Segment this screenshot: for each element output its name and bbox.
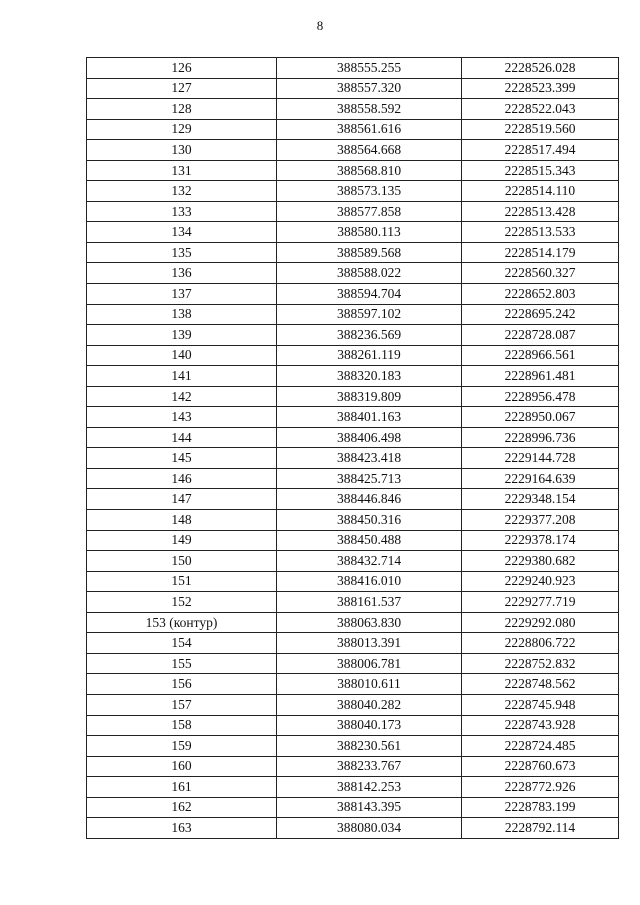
y-coordinate-cell: 2228783.199 xyxy=(462,797,619,818)
table-row xyxy=(87,797,619,818)
point-number-cell: 138 xyxy=(87,304,277,325)
x-coordinate-cell: 388406.498 xyxy=(277,427,462,448)
x-coordinate-cell: 388143.395 xyxy=(277,797,462,818)
table-row xyxy=(87,715,619,736)
point-number-cell: 151 xyxy=(87,571,277,592)
y-coordinate-cell: 2228760.673 xyxy=(462,756,619,777)
point-number-cell: 141 xyxy=(87,366,277,387)
point-number-cell: 136 xyxy=(87,263,277,284)
y-coordinate-cell: 2228745.948 xyxy=(462,694,619,715)
table-row xyxy=(87,653,619,674)
table-row xyxy=(87,551,619,572)
x-coordinate-cell: 388557.320 xyxy=(277,78,462,99)
table-row xyxy=(87,160,619,181)
table-row xyxy=(87,633,619,654)
x-coordinate-cell: 388233.767 xyxy=(277,756,462,777)
point-number-cell: 144 xyxy=(87,427,277,448)
x-coordinate-cell: 388558.592 xyxy=(277,99,462,120)
table-row xyxy=(87,181,619,202)
y-coordinate-cell: 2228792.114 xyxy=(462,818,619,839)
point-number-cell: 161 xyxy=(87,777,277,798)
point-number-cell: 148 xyxy=(87,510,277,531)
point-number-cell: 150 xyxy=(87,551,277,572)
point-number-cell: 132 xyxy=(87,181,277,202)
table-row xyxy=(87,530,619,551)
table-row xyxy=(87,448,619,469)
table-row xyxy=(87,99,619,120)
y-coordinate-cell: 2228748.562 xyxy=(462,674,619,695)
point-number-cell: 155 xyxy=(87,653,277,674)
point-number-cell: 154 xyxy=(87,633,277,654)
point-number-cell: 147 xyxy=(87,489,277,510)
point-number-cell: 142 xyxy=(87,386,277,407)
point-number-cell: 140 xyxy=(87,345,277,366)
x-coordinate-cell: 388432.714 xyxy=(277,551,462,572)
x-coordinate-cell: 388450.488 xyxy=(277,530,462,551)
table-row xyxy=(87,612,619,633)
x-coordinate-cell: 388594.704 xyxy=(277,284,462,305)
x-coordinate-cell: 388161.537 xyxy=(277,592,462,613)
point-number-cell: 157 xyxy=(87,694,277,715)
x-coordinate-cell: 388261.119 xyxy=(277,345,462,366)
table-row xyxy=(87,571,619,592)
point-number-cell: 156 xyxy=(87,674,277,695)
table-row xyxy=(87,592,619,613)
y-coordinate-cell: 2228956.478 xyxy=(462,386,619,407)
point-number-cell: 158 xyxy=(87,715,277,736)
table-row xyxy=(87,304,619,325)
y-coordinate-cell: 2229377.208 xyxy=(462,510,619,531)
x-coordinate-cell: 388568.810 xyxy=(277,160,462,181)
y-coordinate-cell: 2228523.399 xyxy=(462,78,619,99)
x-coordinate-cell: 388416.010 xyxy=(277,571,462,592)
x-coordinate-cell: 388589.568 xyxy=(277,242,462,263)
coordinates-table xyxy=(86,57,619,839)
y-coordinate-cell: 2229144.728 xyxy=(462,448,619,469)
page-number: 8 xyxy=(316,18,324,33)
table-row xyxy=(87,119,619,140)
x-coordinate-cell: 388142.253 xyxy=(277,777,462,798)
point-number-cell: 135 xyxy=(87,242,277,263)
x-coordinate-cell: 388588.022 xyxy=(277,263,462,284)
y-coordinate-cell: 2229277.719 xyxy=(462,592,619,613)
table-row xyxy=(87,222,619,243)
x-coordinate-cell: 388230.561 xyxy=(277,736,462,757)
x-coordinate-cell: 388597.102 xyxy=(277,304,462,325)
point-number-cell: 162 xyxy=(87,797,277,818)
y-coordinate-cell: 2228519.560 xyxy=(462,119,619,140)
y-coordinate-cell: 2228513.533 xyxy=(462,222,619,243)
y-coordinate-cell: 2229164.639 xyxy=(462,468,619,489)
table-row xyxy=(87,242,619,263)
table-row xyxy=(87,325,619,346)
point-number-cell: 160 xyxy=(87,756,277,777)
point-number-cell: 128 xyxy=(87,99,277,120)
table-row xyxy=(87,818,619,839)
table-row xyxy=(87,489,619,510)
point-number-cell: 126 xyxy=(87,58,277,79)
table-row xyxy=(87,407,619,428)
point-number-cell: 159 xyxy=(87,736,277,757)
point-number-cell: 130 xyxy=(87,140,277,161)
x-coordinate-cell: 388080.034 xyxy=(277,818,462,839)
table-row xyxy=(87,674,619,695)
y-coordinate-cell: 2229380.682 xyxy=(462,551,619,572)
x-coordinate-cell: 388040.173 xyxy=(277,715,462,736)
y-coordinate-cell: 2229240.923 xyxy=(462,571,619,592)
y-coordinate-cell: 2228695.242 xyxy=(462,304,619,325)
table-row xyxy=(87,345,619,366)
x-coordinate-cell: 388040.282 xyxy=(277,694,462,715)
table-row xyxy=(87,263,619,284)
point-number-cell: 131 xyxy=(87,160,277,181)
point-number-cell: 149 xyxy=(87,530,277,551)
table-row xyxy=(87,756,619,777)
table-row xyxy=(87,694,619,715)
table-row xyxy=(87,736,619,757)
point-number-cell: 133 xyxy=(87,201,277,222)
x-coordinate-cell: 388580.113 xyxy=(277,222,462,243)
point-number-cell: 153 (контур) xyxy=(87,612,277,633)
point-number-cell: 139 xyxy=(87,325,277,346)
x-coordinate-cell: 388577.858 xyxy=(277,201,462,222)
point-number-cell: 127 xyxy=(87,78,277,99)
point-number-cell: 129 xyxy=(87,119,277,140)
y-coordinate-cell: 2228515.343 xyxy=(462,160,619,181)
y-coordinate-cell: 2228966.561 xyxy=(462,345,619,366)
y-coordinate-cell: 2228728.087 xyxy=(462,325,619,346)
x-coordinate-cell: 388006.781 xyxy=(277,653,462,674)
point-number-cell: 152 xyxy=(87,592,277,613)
x-coordinate-cell: 388320.183 xyxy=(277,366,462,387)
table-row xyxy=(87,58,619,79)
y-coordinate-cell: 2228517.494 xyxy=(462,140,619,161)
y-coordinate-cell: 2228743.928 xyxy=(462,715,619,736)
x-coordinate-cell: 388401.163 xyxy=(277,407,462,428)
x-coordinate-cell: 388425.713 xyxy=(277,468,462,489)
table-row xyxy=(87,427,619,448)
y-coordinate-cell: 2228513.428 xyxy=(462,201,619,222)
table-row xyxy=(87,366,619,387)
point-number-cell: 163 xyxy=(87,818,277,839)
y-coordinate-cell: 2228514.179 xyxy=(462,242,619,263)
y-coordinate-cell: 2228950.067 xyxy=(462,407,619,428)
y-coordinate-cell: 2228752.832 xyxy=(462,653,619,674)
x-coordinate-cell: 388561.616 xyxy=(277,119,462,140)
table-row xyxy=(87,510,619,531)
table-row xyxy=(87,777,619,798)
point-number-cell: 145 xyxy=(87,448,277,469)
coordinates-table-body xyxy=(87,58,619,839)
x-coordinate-cell: 388013.391 xyxy=(277,633,462,654)
y-coordinate-cell: 2229348.154 xyxy=(462,489,619,510)
table-row xyxy=(87,284,619,305)
y-coordinate-cell: 2228652.803 xyxy=(462,284,619,305)
y-coordinate-cell: 2228961.481 xyxy=(462,366,619,387)
x-coordinate-cell: 388450.316 xyxy=(277,510,462,531)
point-number-cell: 137 xyxy=(87,284,277,305)
y-coordinate-cell: 2229378.174 xyxy=(462,530,619,551)
y-coordinate-cell: 2229292.080 xyxy=(462,612,619,633)
table-row xyxy=(87,140,619,161)
table-row xyxy=(87,468,619,489)
y-coordinate-cell: 2228522.043 xyxy=(462,99,619,120)
x-coordinate-cell: 388564.668 xyxy=(277,140,462,161)
y-coordinate-cell: 2228724.485 xyxy=(462,736,619,757)
x-coordinate-cell: 388319.809 xyxy=(277,386,462,407)
y-coordinate-cell: 2228560.327 xyxy=(462,263,619,284)
y-coordinate-cell: 2228772.926 xyxy=(462,777,619,798)
point-number-cell: 134 xyxy=(87,222,277,243)
point-number-cell: 143 xyxy=(87,407,277,428)
table-row xyxy=(87,78,619,99)
point-number-cell: 146 xyxy=(87,468,277,489)
x-coordinate-cell: 388446.846 xyxy=(277,489,462,510)
x-coordinate-cell: 388010.611 xyxy=(277,674,462,695)
x-coordinate-cell: 388063.830 xyxy=(277,612,462,633)
table-row xyxy=(87,386,619,407)
x-coordinate-cell: 388573.135 xyxy=(277,181,462,202)
y-coordinate-cell: 2228514.110 xyxy=(462,181,619,202)
y-coordinate-cell: 2228996.736 xyxy=(462,427,619,448)
y-coordinate-cell: 2228526.028 xyxy=(462,58,619,79)
table-row xyxy=(87,201,619,222)
x-coordinate-cell: 388236.569 xyxy=(277,325,462,346)
x-coordinate-cell: 388423.418 xyxy=(277,448,462,469)
x-coordinate-cell: 388555.255 xyxy=(277,58,462,79)
y-coordinate-cell: 2228806.722 xyxy=(462,633,619,654)
